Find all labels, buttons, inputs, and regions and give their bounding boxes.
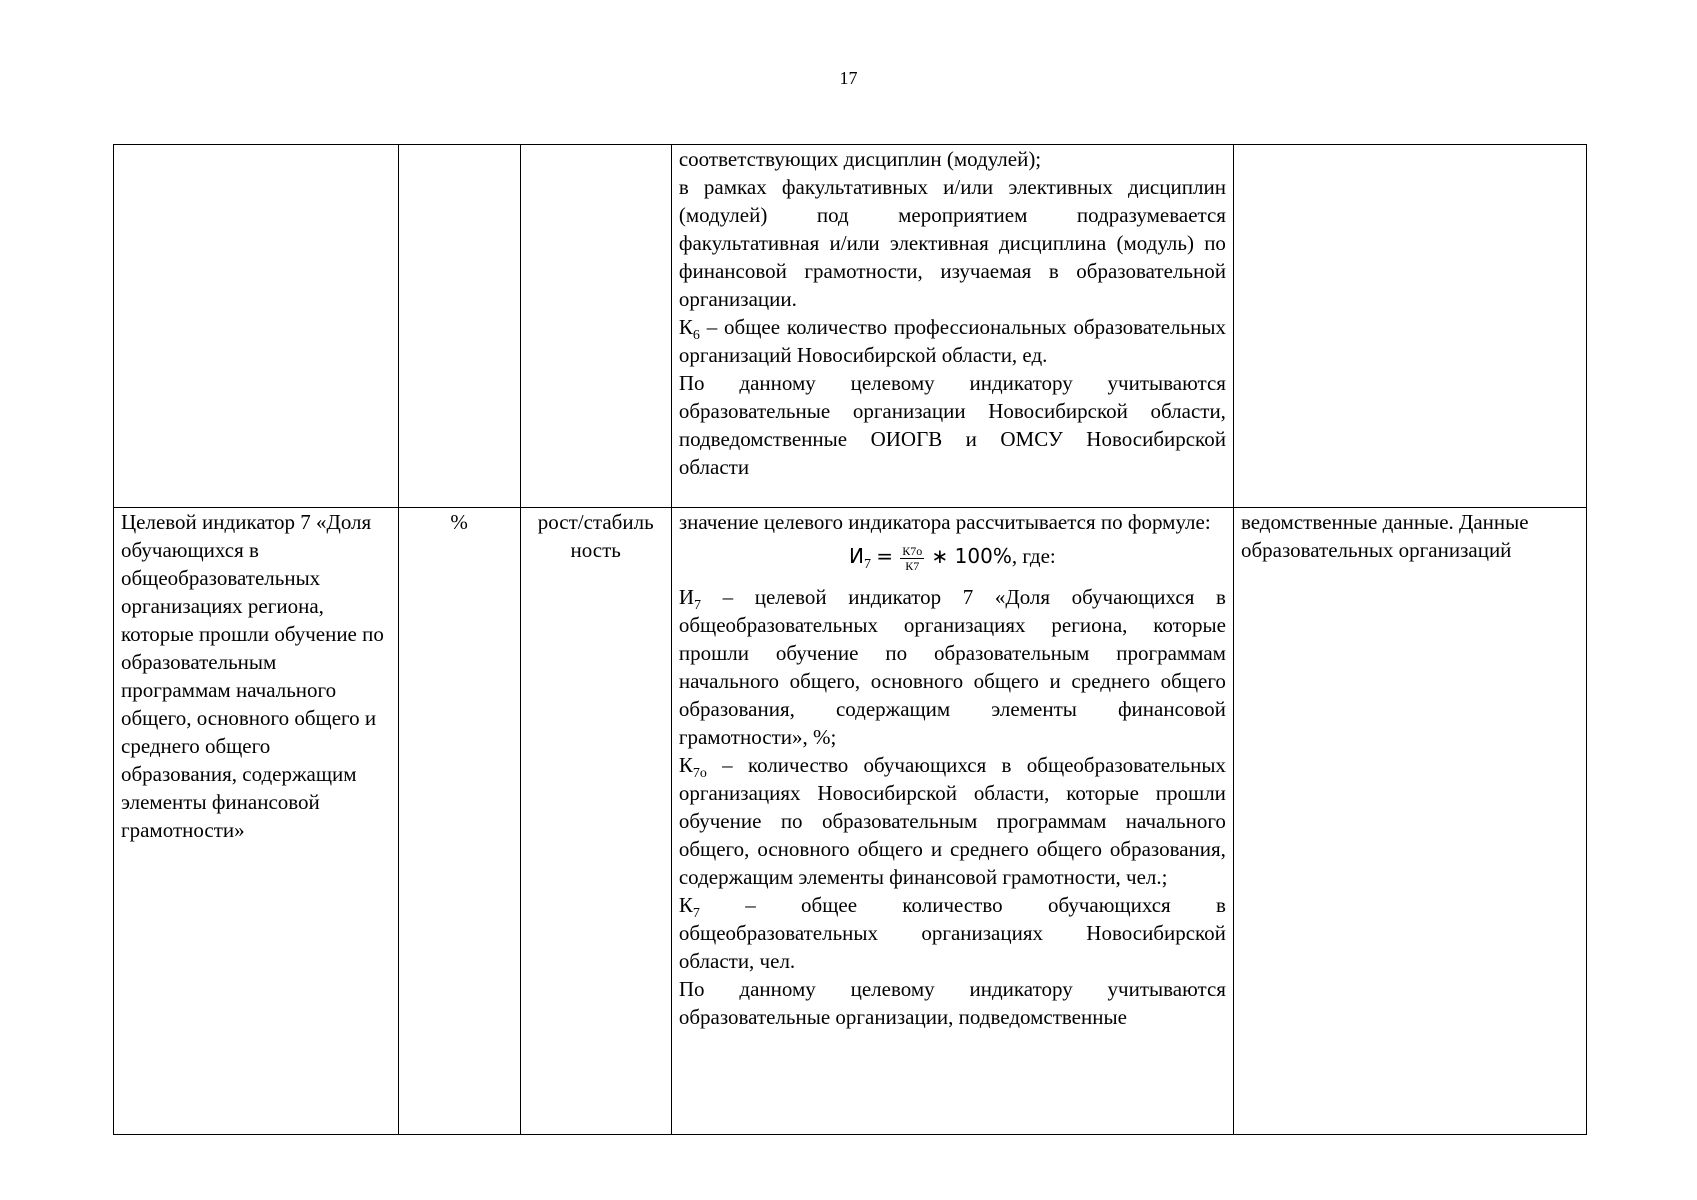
unit-cell: % [398, 508, 520, 1135]
formula-rest: ∗ 100% [931, 544, 1012, 568]
k6-text: – общее количество профессиональных образовательных организаций Новосибирской области, ед. [678, 315, 1226, 367]
scope-note: По данному целевому индикатору учитываются образовательные организации, подведомственные [678, 976, 1226, 1029]
k7o-subscript: 7о [692, 765, 707, 781]
i7-definition [679, 583, 1226, 751]
formula-fraction [900, 544, 924, 573]
scope-note: По данному целевому индикатору учитываются образовательные организации Новосибирской области, подведомственные ОИОГВ и ОМСУ Новосибирской области [678, 371, 1226, 479]
formula-suffix: , где: [1011, 544, 1056, 568]
page-number: 17 [839, 68, 858, 88]
k7o-symbol: К [678, 752, 693, 777]
source-cell: ведомственные данные. Данные образовательных организаций [1233, 508, 1586, 1135]
indicator-table [113, 144, 1587, 1135]
formula-lhs: И [849, 544, 864, 568]
formula-denominator: К7 [905, 558, 920, 573]
formula-intro: значение целевого индикатора рассчитывается по формуле: [678, 510, 1211, 534]
formula [679, 542, 1226, 573]
k6-symbol: К [678, 315, 693, 339]
trend-cell: рост/стабиль ность [520, 508, 671, 1135]
table-row [114, 145, 1587, 508]
formula-numerator: К7о [902, 543, 923, 558]
i7-subscript: 7 [694, 597, 702, 613]
k7-definition [679, 891, 1226, 975]
indicator-name-cell: Целевой индикатор 7 «Доля обучающихся в общеобразовательных организациях региона, которые прошли обучение по образовательным программам начального общего, основного общего и среднего общего образования, содержащим элементы финансовой грамотности» [114, 508, 399, 1135]
k7o-text: – количество обучающихся в общеобразовательных организациях Новосибирской области, которые прошли обучение по образовательным программам начального общего, основного общего и среднего общего образования, содержащим элементы финансовой грамотности, чел.; [678, 752, 1226, 889]
method-line: соответствующих дисциплин (модулей); [678, 147, 1042, 171]
method-paragraph: в рамках факультативных и/или элективных дисциплин (модулей) под мероприятием подразумевается факультативная и/или элективная дисциплина (модуль) по финансовой грамотности, изучаемая в образовательной организации. [678, 175, 1226, 311]
k6-subscript: 6 [692, 328, 700, 344]
k7o-definition [679, 751, 1226, 891]
k7-text: – общее количество обучающихся в общеобразовательных организациях Новосибирской области, чел. [678, 892, 1226, 973]
unit-cell [398, 145, 520, 508]
table-row [114, 508, 1587, 1135]
i7-symbol: И [678, 584, 695, 609]
formula-lhs-sub: 7 [864, 557, 871, 573]
source-cell [1233, 145, 1586, 508]
indicator-name-cell [114, 145, 399, 508]
trend-cell [520, 145, 671, 508]
formula-equals: = [876, 544, 894, 568]
k6-definition [679, 313, 1226, 369]
k7-subscript: 7 [692, 905, 700, 921]
i7-text: – целевой индикатор 7 «Доля обучающихся в общеобразовательных организациях региона, которые прошли обучение по образовательным программам начального общего, основного общего и среднего общего образования, содержащим элементы финансовой грамотности», %; [678, 584, 1226, 749]
k7-symbol: К [678, 892, 693, 917]
method-cell [671, 145, 1233, 508]
method-cell [671, 508, 1233, 1135]
